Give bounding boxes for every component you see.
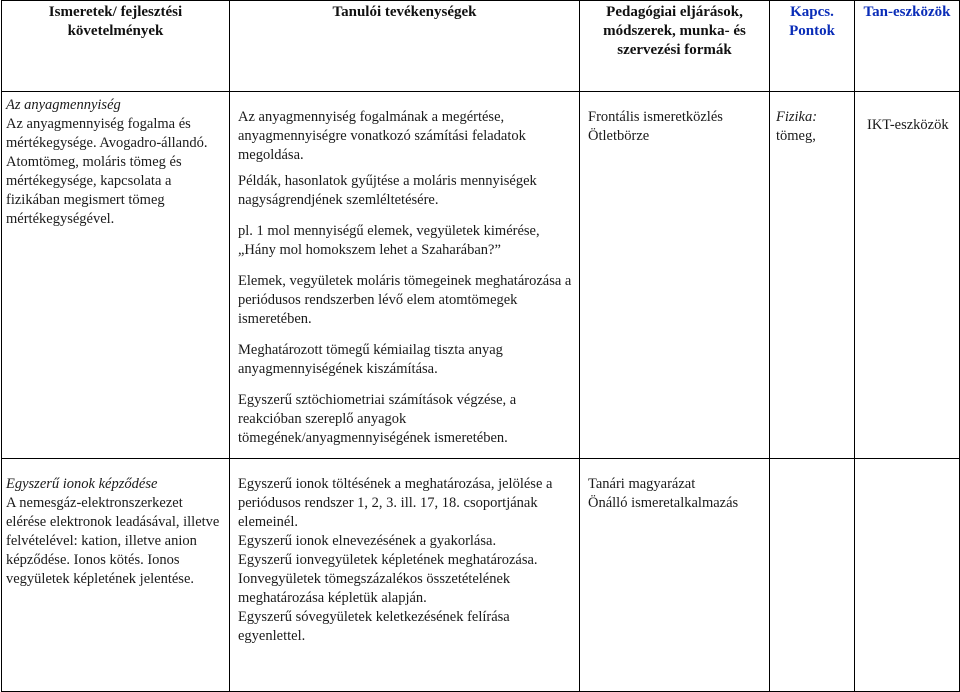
header-knowledge: Ismeretek/ fejlesztési követelmények bbox=[2, 1, 230, 92]
topic-text: A nemesgáz-elektronszerkezet elérése elektronok leadásával, illetve felvételével: kation, illetve anion képződése. Ionos kötés. Ionos vegyületek képletének jelentése. bbox=[6, 495, 220, 587]
header-student-activities: Tanulói tevékenységek bbox=[230, 1, 580, 92]
method-item: Tanári magyarázat bbox=[588, 476, 696, 492]
links-subject: Fizika: bbox=[776, 109, 818, 125]
header-links: Kapcs. Pontok bbox=[770, 1, 855, 92]
activities-cell bbox=[230, 92, 580, 459]
table-row bbox=[2, 92, 960, 459]
activities-cell bbox=[230, 459, 580, 692]
topic-text: Az anyagmennyiség fogalma és mértékegysége. Avogadro-állandó. Atomtömeg, moláris tömeg és mértékegysége, kapcsolata a fizikában megismert tömeg mértékegységével. bbox=[6, 116, 208, 227]
header-row bbox=[2, 1, 960, 92]
activity-item: Meghatározott tömegű kémiailag tiszta anyag anyagmennyiségének kiszámítása. bbox=[238, 342, 503, 377]
links-cell bbox=[770, 459, 855, 692]
header-methods: Pedagógiai eljárások, módszerek, munka- és szervezési formák bbox=[580, 1, 770, 92]
activity-item: Egyszerű ionok töltésének a meghatározása, jelölése a periódusos rendszer 1, 2, 3. ill. 17, 18. csoportjának elemeinél. bbox=[238, 476, 553, 530]
activity-item: Példák, hasonlatok gyűjtése a moláris mennyiségek nagyságrendjének szemléltetésére. bbox=[238, 173, 537, 208]
activity-item: pl. 1 mol mennyiségű elemek, vegyületek kimérése, „Hány mol homokszem lehet a Szaharában?” bbox=[238, 223, 540, 258]
activity-item: Egyszerű ionok elnevezésének a gyakorlása. bbox=[238, 533, 497, 549]
activity-item: Az anyagmennyiség fogalmának a megértése, anyagmennyiségre vonatkozó számítási feladatok megoldása. bbox=[238, 109, 526, 163]
method-item: Frontális ismeretközlés bbox=[588, 109, 723, 125]
topic-cell bbox=[2, 92, 230, 459]
topic-title: Egyszerű ionok képződése bbox=[6, 476, 158, 492]
methods-cell bbox=[580, 459, 770, 692]
method-item: Ötletbörze bbox=[588, 128, 650, 144]
header-tools: Tan-eszközök bbox=[855, 1, 960, 92]
table-row bbox=[2, 459, 960, 692]
activity-item: Egyszerű sztöchiometriai számítások végzése, a reakcióban szereplő anyagok tömegének/anyagmennyiségének ismeretében. bbox=[238, 392, 517, 446]
methods-cell bbox=[580, 92, 770, 459]
activity-item: Elemek, vegyületek moláris tömegeinek meghatározása a periódusos rendszerben lévő elem atomtömegek ismeretében. bbox=[238, 273, 572, 327]
method-item: Önálló ismeretalkalmazás bbox=[588, 495, 739, 511]
topic-cell bbox=[2, 459, 230, 692]
curriculum-table bbox=[1, 0, 960, 692]
tools-cell bbox=[855, 459, 960, 692]
activity-item: Ionvegyületek tömegszázalékos összetételének meghatározása képletük alapján. bbox=[238, 571, 511, 606]
links-cell bbox=[770, 92, 855, 459]
activity-item: Egyszerű ionvegyületek képletének meghatározása. bbox=[238, 552, 538, 568]
activity-item: Egyszerű sóvegyületek keletkezésének felírása egyenlettel. bbox=[238, 609, 510, 644]
tools-text: IKT-eszközök bbox=[867, 117, 949, 133]
tools-cell bbox=[855, 92, 960, 459]
topic-title: Az anyagmennyiség bbox=[6, 97, 121, 113]
links-text: tömeg, bbox=[776, 128, 816, 144]
